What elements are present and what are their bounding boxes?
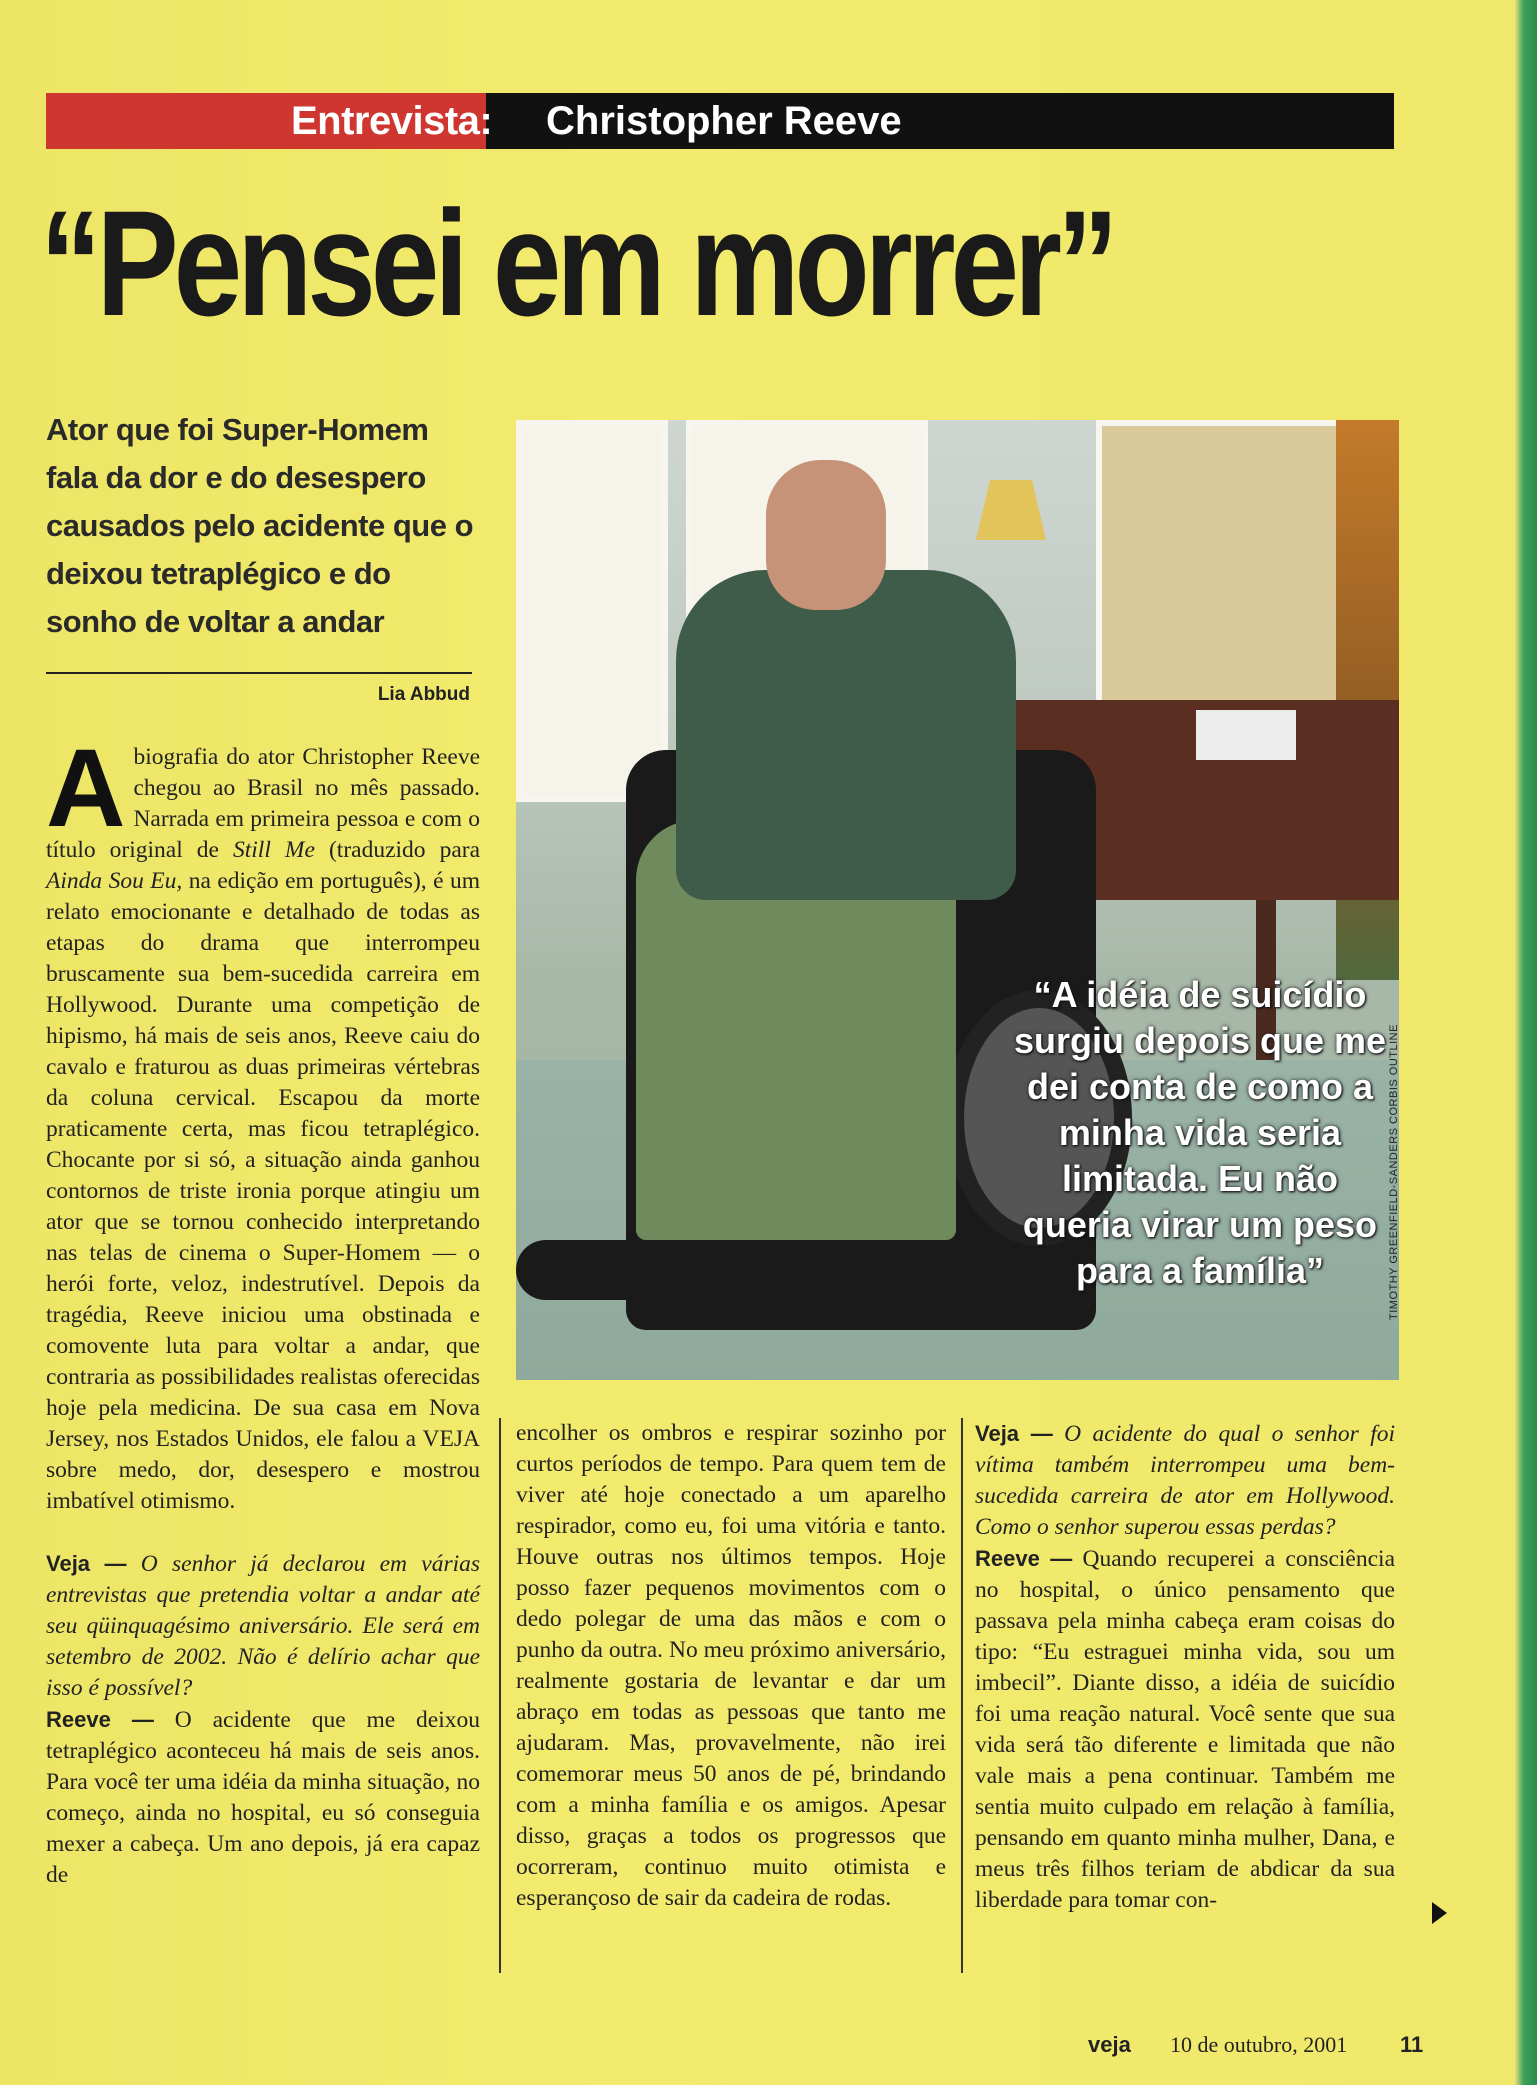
answer-1-continued: encolher os ombros e respirar sozinho por curtos períodos de tempo. Para quem tem de viver até hoje conectado a um aparelho respirador, como eu, foi uma vitória e tanto. Houve outras nos últimos tempos. Hoje posso fazer pequenos movimentos com o dedo polegar de uma das mãos e com o punho da outra. No meu próximo aniversário, realmente gostaria de levantar e dar um abraço em todas as pessoas que tanto me ajudaram. Mas, provavelmente, não irei comemorar meus 50 anos de pé, brindando com a minha família e os amigos. Apesar disso, graças a todos os progressos que ocorreram, continuo muito otimista e esperançoso de sair da cadeira de rodas. <box>516 1420 946 1911</box>
byline: Lia Abbud <box>377 684 470 705</box>
photo-shoes <box>516 1240 716 1300</box>
answer-2: Reeve — Quando recuperei a consciência no hospital, o único pensamento que passava pela minha cabeça eram coisas do tipo: “Eu estraguei minha vida, sou um imbecil”. Diante disso, a idéia de suicídio foi uma reação natural. Você sente que sua vida será tão diferente e limitada que não vale mais a pena continuar. Também me sentia muito culpado em relação à família, pensando em quanto minha mulher, Dana, e meus três filhos teriam de abdicar da sua liberdade para tomar con- <box>975 1546 1396 1913</box>
answer-1-start: Reeve — O acidente que me deixou tetraplégico aconteceu há mais de seis anos. Para você ter uma idéia da minha situação, no começo, ainda no hospital, eu só conseguia mexer a cabeça. Um ano depois, já era capaz de <box>46 1707 480 1888</box>
article-column-3 <box>975 1418 1395 1916</box>
column-rule-2 <box>961 1418 963 1973</box>
question-2: Veja — O acidente do qual o senhor foi vítima também interrompeu uma bem-sucedida carreira de ator em Hollywood. Como o senhor superou essas perdas? <box>975 1421 1395 1540</box>
deck-summary: Ator que foi Super-Homem fala da dor e do desespero causados pelo acidente que o deixou tetraplégico e do sonho de voltar a andar <box>46 412 474 639</box>
book-title-portuguese: Ainda Sou Eu, <box>46 868 183 894</box>
book-title-original: Still Me <box>233 837 315 863</box>
footer-magazine-name: veja <box>1088 2032 1131 2057</box>
question-1: Veja — O senhor já declarou em várias entrevistas que pretendia voltar a andar até seu qüinquagésimo aniversário. Ele será em setembro de 2002. Não é delírio achar que isso é possível? <box>46 1551 481 1701</box>
intro-paragraph: Abiografia do ator Christopher Reeve chegou ao Brasil no mês passado. Narrada em primeira pessoa e com o título original de Still Me (traduzido para Ainda Sou Eu, na edição em português), é um relato emocionante e detalhado de todas as etapas do drama que interrompeu bruscamente sua bem-sucedida carreira em Hollywood. Durante uma competição de hipismo, há mais de seis anos, Reeve caiu do cavalo e fraturou as duas primeiras vértebras da coluna cervical. Escapou da morte praticamente certa, mas ficou tetraplégico. Chocante por si só, a situação ainda ganhou contornos de triste ironia porque atingiu um ator que se tornou conhecido interpretando nas telas de cinema o Super-Homem — o herói forte, veloz, indestrutível. Depois da tragédia, Reeve iniciou uma obstinada e comovente luta para voltar a andar, que contraria as possibilidades realistas oferecidas hoje pela medicina. De sua casa em Nova Jersey, nos Estados Unidos, ele falou a VEJA sobre medo, dor, desespero e mostrou imbatível otimismo. <box>46 727 481 1514</box>
speaker-reeve: Reeve — <box>975 1546 1073 1571</box>
deck-divider <box>46 672 472 674</box>
photo-telephone <box>1196 710 1296 760</box>
adjacent-page-edge <box>1515 0 1537 2085</box>
section-interviewee-name: Christopher Reeve <box>546 99 902 143</box>
speaker-veja: Veja — <box>46 1551 127 1576</box>
article-column-2 <box>516 1418 946 1914</box>
drop-cap: A <box>46 727 126 850</box>
footer-issue-date: 10 de outubro, 2001 <box>1170 2032 1348 2057</box>
photo-credit: TIMOTHY GREENFIELD-SANDERS CORBIS OUTLINE <box>1388 1024 1400 1320</box>
speaker-veja: Veja — <box>975 1421 1053 1446</box>
column-rule-1 <box>499 1418 501 1973</box>
photo-face <box>766 460 886 610</box>
article-column-1 <box>46 727 481 1891</box>
pull-quote: “A idéia de suicídio surgiu depois que me dei conta de como a minha vida seria limitada. Eu não queria virar um peso para a família” <box>1013 974 1387 1291</box>
headline: “Pensei em morrer” <box>40 179 1114 347</box>
photo-sweater <box>676 570 1016 900</box>
speaker-reeve: Reeve — <box>46 1707 154 1732</box>
continue-arrow-icon <box>1432 1902 1447 1924</box>
section-banner <box>46 93 1394 149</box>
photo-window-left <box>516 420 668 802</box>
photo-lamp <box>976 480 1046 540</box>
footer-page-number: 11 <box>1400 2032 1424 2057</box>
section-label: Entrevista: <box>291 99 493 143</box>
